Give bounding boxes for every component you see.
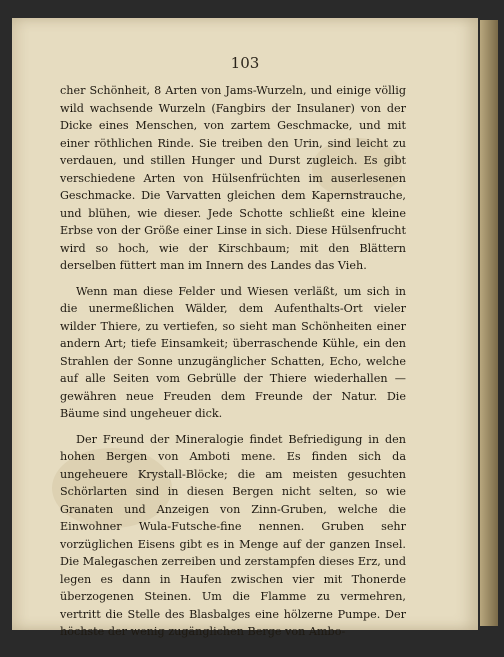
body-text	[60, 82, 406, 649]
paragraph-2: Wenn man diese Felder und Wiesen verläßt, um sich in die unermeßlichen Wälder, dem Aufenthalts-Ort vieler wilder Thiere, zu vertiefen, so sieht man Schönheiten einer andern Art; tiefe Einsamkeit; überraschende Kühle, ein den Strahlen der Sonne unzugänglicher Schatten, Echo, welche auf alle Seiten vom Gebrülle der Thiere wiederhallen — gewähren neue Freuden dem Freunde der Natur. Die Bäume sind ungeheuer dick.	[60, 284, 406, 420]
page-edge	[480, 20, 498, 626]
paragraph-3: Der Freund der Mineralogie findet Befriedigung in den hohen Bergen von Amboti mene. Es finden sich da ungeheuere Krystall-Blöcke; die am meisten gesuchten Schörlarten sind in diesen Bergen nicht selten, so wie Granaten und Anzeigen von Zinn-Gruben, welche die Einwohner Wula-Futsche-fine nennen. Gruben sehr vorzüglichen Eisens gibt es in Menge auf der ganzen Insel. Die Malegaschen zerreiben und zerstampfen dieses Erz, und legen es dann in Haufen zwischen vier mit Thonerde überzogenen Steinen. Um die Flamme zu vermehren, vertritt die Stelle des Blasbalges eine hölzerne Pumpe. Der höchste der wenig zugänglichen Berge von Ambo-	[60, 432, 406, 638]
book-page	[12, 18, 478, 638]
page-number: 103	[230, 54, 260, 72]
paragraph-1: cher Schönheit, 8 Arten von Jams-Wurzeln, und einige völlig wild wachsende Wurzeln (Fangbirs der Insulaner) von der Dicke eines Menschen, von zartem Geschmacke, und mit einer röthlichen Rinde. Sie treiben den Urin, sind leicht zu verdauen, und stillen Hunger und Durst zugleich. Es gibt verschiedene Arten von Hülsenfrüchten im auserlesenen Geschmacke. Die Varvatten gleichen dem Kapernstrauche, und blühen, wie dieser. Jede Schotte schließt eine kleine Erbse von der Größe einer Linse in sich. Diese Hülsenfrucht wird so hoch, wie der Kirschbaum; mit den Blättern derselben füttert man im Innern des Landes das Vieh.	[60, 84, 406, 272]
